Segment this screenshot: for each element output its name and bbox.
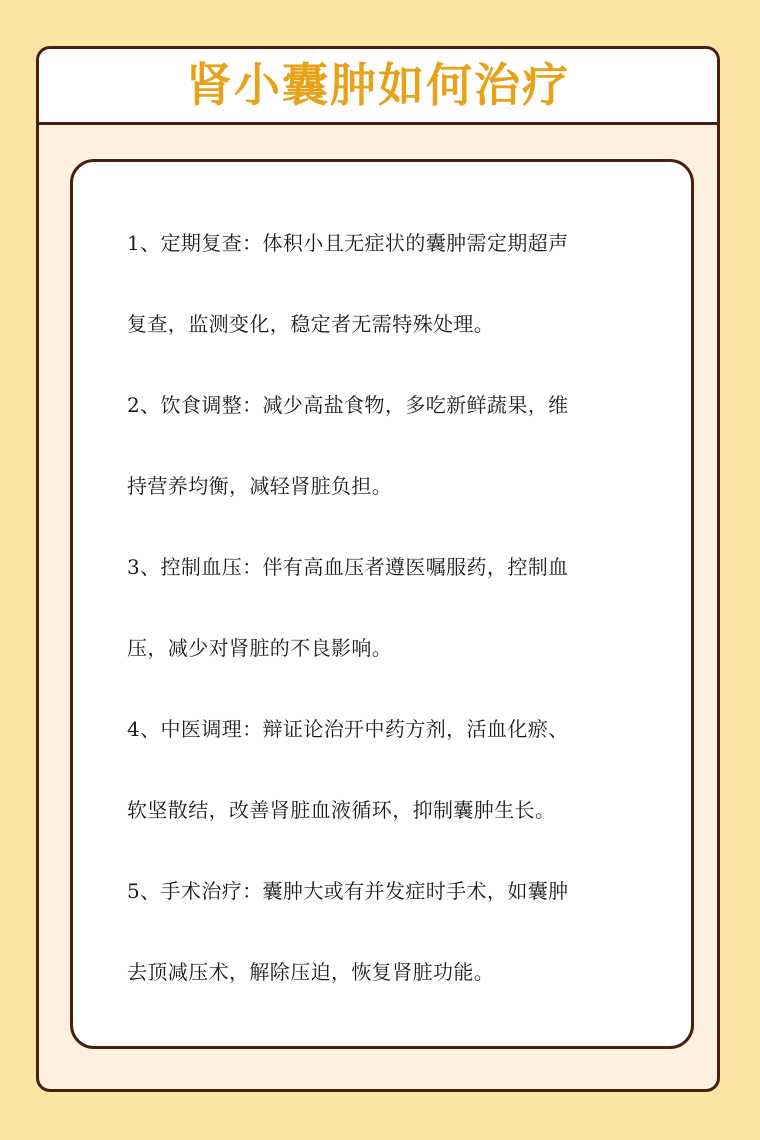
- list-item-line: 软坚散结，改善肾脏血液循环，抑制囊肿生长。: [127, 798, 556, 822]
- list-item-line: 复查，监测变化，稳定者无需特殊处理。: [127, 312, 495, 336]
- list-item-line: [127, 540, 647, 621]
- content-card: [70, 159, 694, 1049]
- outer-card: [36, 46, 720, 1092]
- list-item: [127, 540, 647, 702]
- item-number: 5: [127, 879, 141, 903]
- list-item-line: 持营养均衡，减轻肾脏负担。: [127, 474, 393, 498]
- list-item-line: 去顶减压术，解除压迫，恢复肾脏功能。: [127, 960, 495, 984]
- item-number: 2: [127, 393, 141, 417]
- item-text: 、手术治疗：囊肿大或有并发症时手术，如囊肿: [140, 879, 569, 903]
- list-item-line: [127, 216, 647, 297]
- item-text: 、控制血压：伴有高血压者遵医嘱服药，控制血: [140, 555, 569, 579]
- item-number: 4: [127, 717, 141, 741]
- list-item: [127, 216, 647, 378]
- list-item: [127, 864, 647, 1026]
- item-text: 、饮食调整：减少高盐食物，多吃新鲜蔬果，维: [140, 393, 569, 417]
- item-number: 3: [127, 555, 141, 579]
- list-item-line: 压，减少对肾脏的不良影响。: [127, 636, 393, 660]
- item-text: 、中医调理：辩证论治开中药方剂，活血化瘀、: [140, 717, 569, 741]
- item-text: 、定期复查：体积小且无症状的囊肿需定期超声: [140, 231, 569, 255]
- list-item-line: [127, 378, 647, 459]
- title-bar: [39, 49, 717, 125]
- list-item: [127, 378, 647, 540]
- list-item-line: [127, 702, 647, 783]
- treatment-list: [127, 216, 647, 1026]
- list-item-line: [127, 864, 647, 945]
- page-title: 肾小囊肿如何治疗: [186, 57, 570, 112]
- item-number: 1: [127, 231, 141, 255]
- list-item: [127, 702, 647, 864]
